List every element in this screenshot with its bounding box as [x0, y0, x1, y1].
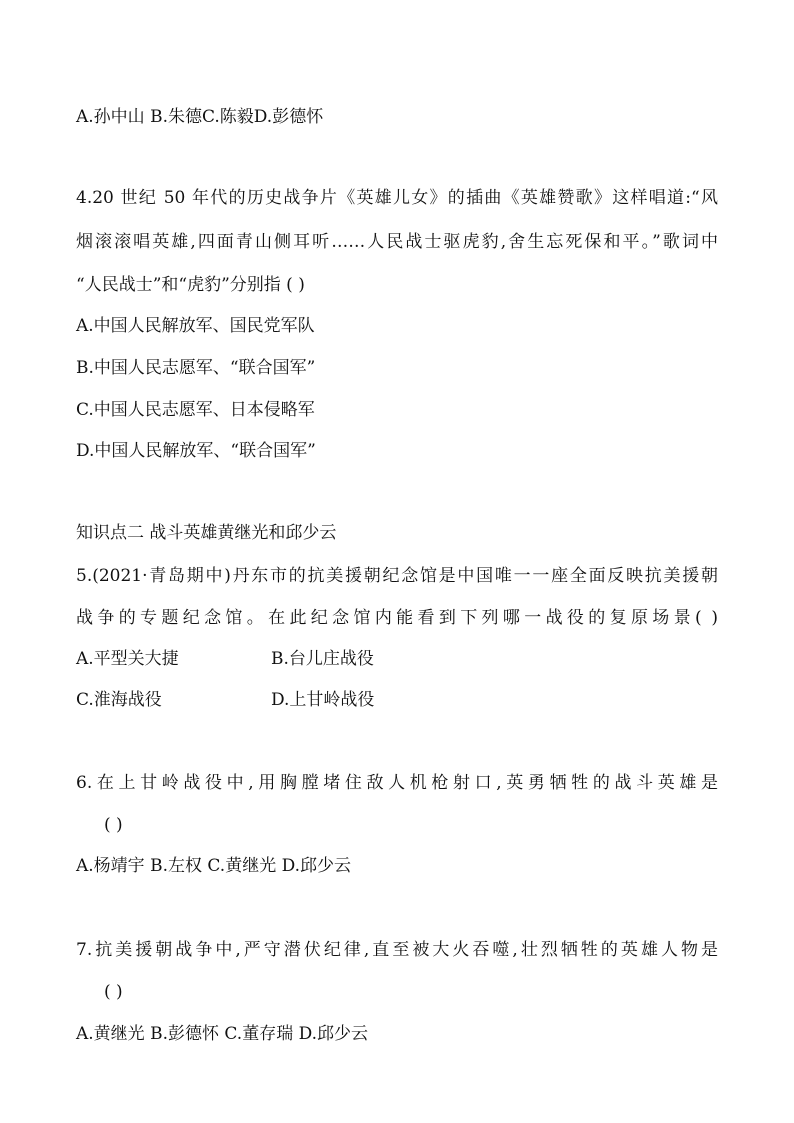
question-5-option-a: A.平型关大捷: [76, 649, 179, 669]
question-6-stem-line-1: 6.在上甘岭战役中,用胸膛堵住敌人机枪射口,英勇牺牲的战斗英雄是: [76, 773, 718, 793]
question-5-stem-line-1: 5.(2021·青岛期中)丹东市的抗美援朝纪念馆是中国唯一一座全面反映抗美援朝: [76, 566, 718, 586]
question-4-option-a: A.中国人民解放军、国民党军队: [76, 316, 315, 336]
question-6-options: A.杨靖宇 B.左权 C.黄继光 D.邱少云: [76, 856, 352, 876]
question-5-option-d: D.上甘岭战役: [271, 690, 375, 710]
question-4-stem-line-1: 4.20 世纪 50 年代的历史战争片《英雄儿女》的插曲《英雄赞歌》这样唱道:“风: [76, 188, 718, 208]
question-4-option-d: D.中国人民解放军、“联合国军”: [76, 441, 316, 461]
question-4-stem-line-3: “人民战士”和“虎豹”分别指 ( ): [76, 275, 305, 295]
question-5-option-c: C.淮海战役: [76, 690, 162, 710]
question-5-option-b: B.台儿庄战役: [271, 649, 374, 669]
section-heading: 知识点二 战斗英雄黄继光和邱少云: [76, 523, 337, 543]
question-3-options: A.孙中山 B.朱德C.陈毅D.彭德怀: [76, 107, 324, 127]
question-7-answer-blank: ( ): [104, 982, 123, 1002]
question-4-stem-line-2: 烟滚滚唱英雄,四面青山侧耳听……人民战士驱虎豹,舍生忘死保和平。”歌词中: [76, 232, 718, 252]
question-4-option-c: C.中国人民志愿军、日本侵略军: [76, 400, 315, 420]
question-7-options: A.黄继光 B.彭德怀 C.董存瑞 D.邱少云: [76, 1024, 369, 1044]
question-6-answer-blank: ( ): [104, 815, 123, 835]
question-4-option-b: B.中国人民志愿军、“联合国军”: [76, 358, 316, 378]
question-7-stem-line-1: 7.抗美援朝战争中,严守潜伏纪律,直至被大火吞噬,壮烈牺牲的英雄人物是: [76, 940, 718, 960]
question-5-stem-line-2: 战争的专题纪念馆。在此纪念馆内能看到下列哪一战役的复原场景( ): [76, 608, 718, 628]
